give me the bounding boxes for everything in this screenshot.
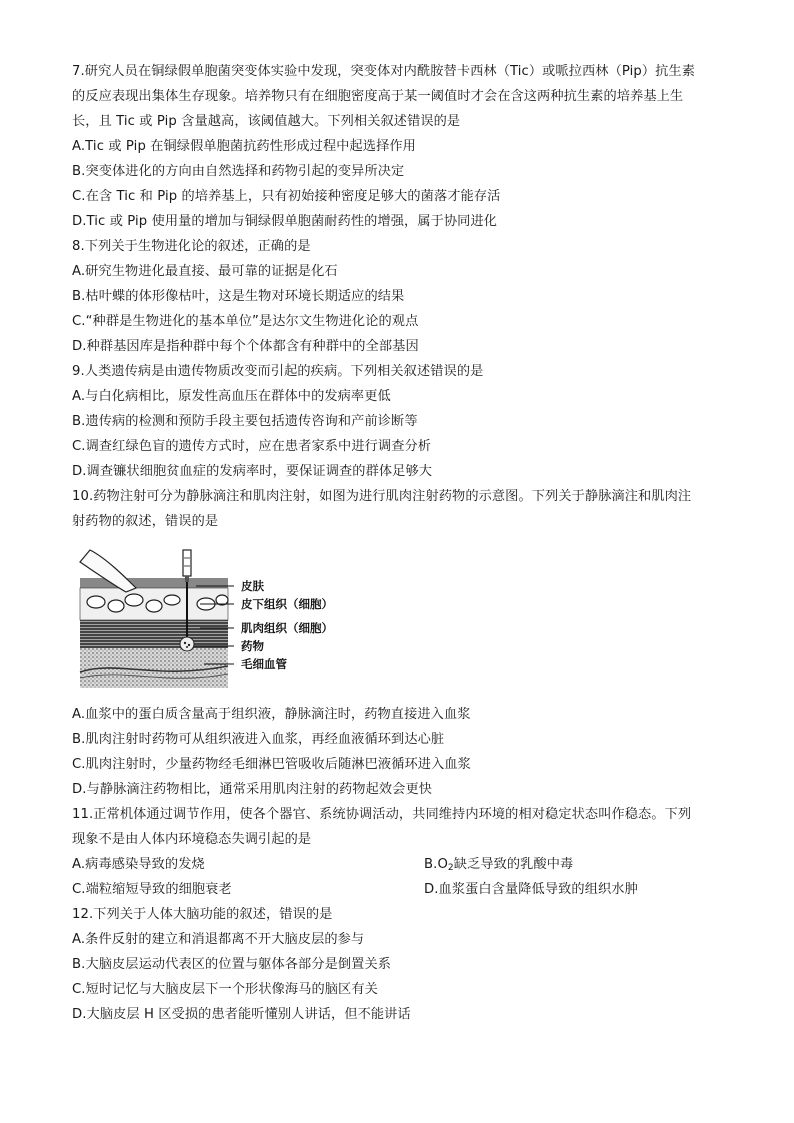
q10-option-d: D.与静脉滴注药物相比，通常采用肌肉注射的药物起效会更快 bbox=[72, 782, 433, 797]
q9-option-b: B.遗传病的检测和预防手段主要包括遗传咨询和产前诊断等 bbox=[72, 414, 418, 429]
q11-option-d: D.血浆蛋白含量降低导致的组织水肿 bbox=[424, 882, 638, 897]
q12-stem: 12.下列关于人体大脑功能的叙述，错误的是 bbox=[72, 907, 333, 922]
q11-option-a: A.病毒感染导致的发烧 bbox=[72, 857, 205, 872]
q11-option-b-text: 缺乏导致的乳酸中毒 bbox=[453, 857, 574, 872]
q8-option-a: A.研究生物进化最直接、最可靠的证据是化石 bbox=[72, 264, 338, 279]
q11-option-b bbox=[424, 855, 573, 878]
q11-option-b-prefix: B.O bbox=[424, 857, 448, 872]
q11-option-c: C.端粒缩短导致的细胞衰老 bbox=[72, 882, 232, 897]
q10-option-b: B.肌肉注射时药物可从组织液进入血浆，再经血液循环到达心脏 bbox=[72, 732, 445, 747]
q11-stem-line-2: 现象不是由人体内环境稳态失调引起的是 bbox=[72, 832, 312, 847]
q9-option-d: D.调查镰状细胞贫血症的发病率时，要保证调查的群体足够大 bbox=[72, 464, 433, 479]
q7-stem-line-2: 的反应表现出集体生存现象。培养物只有在细胞密度高于某一阈值时才会在含这两种抗生素的培养基上生 bbox=[72, 89, 684, 104]
label-capillary: 毛细血管 bbox=[241, 657, 287, 671]
muscle-layer bbox=[80, 620, 228, 648]
q8-stem: 8.下列关于生物进化论的叙述，正确的是 bbox=[72, 239, 311, 254]
q11-option-b-subscript: 2 bbox=[447, 863, 454, 873]
q8-option-d: D.种群基因库是指种群中每个个体都含有种群中的全部基因 bbox=[72, 339, 419, 354]
q12-option-b: B.大脑皮层运动代表区的位置与躯体各部分是倒置关系 bbox=[72, 957, 392, 972]
injection-diagram bbox=[76, 548, 346, 692]
label-drug: 药物 bbox=[241, 639, 264, 653]
q9-stem: 9.人类遗传病是由遗传物质改变而引起的疾病。下列相关叙述错误的是 bbox=[72, 364, 484, 379]
label-skin: 皮肤 bbox=[241, 579, 264, 593]
q7-stem-line-3: 长，且 Tic 或 Pip 含量越高，该阈值越大。下列相关叙述错误的是 bbox=[72, 114, 461, 129]
q9-option-c: C.调查红绿色盲的遗传方式时，应在患者家系中进行调查分析 bbox=[72, 439, 432, 454]
label-subcutaneous: 皮下组织（细胞） bbox=[241, 597, 333, 611]
q9-option-a: A.与白化病相比，原发性高血压在群体中的发病率更低 bbox=[72, 389, 391, 404]
q11-options-row-2 bbox=[72, 880, 732, 900]
q10-stem-line-1: 10.药物注射可分为静脉滴注和肌肉注射，如图为进行肌肉注射药物的示意图。下列关于静脉滴注和肌肉注 bbox=[72, 489, 692, 504]
label-muscle: 肌肉组织（细胞） bbox=[241, 621, 333, 635]
q12-option-a: A.条件反射的建立和消退都离不开大脑皮层的参与 bbox=[72, 932, 365, 947]
q7-option-a: A.Tic 或 Pip 在铜绿假单胞菌抗药性形成过程中起选择作用 bbox=[72, 139, 416, 154]
q12-option-d: D.大脑皮层 H 区受损的患者能听懂别人讲话，但不能讲话 bbox=[72, 1007, 411, 1022]
q10-option-c: C.肌肉注射时，少量药物经毛细淋巴管吸收后随淋巴液循环进入血浆 bbox=[72, 757, 471, 772]
q8-option-c: C.“种群是生物进化的基本单位”是达尔文生物进化论的观点 bbox=[72, 314, 419, 329]
drug-spot bbox=[180, 637, 194, 651]
syringe-icon bbox=[183, 550, 191, 576]
q10-stem-line-2: 射药物的叙述，错误的是 bbox=[72, 514, 219, 529]
q10-option-a: A.血浆中的蛋白质含量高于组织液，静脉滴注时，药物直接进入血浆 bbox=[72, 707, 471, 722]
q11-stem-line-1: 11.正常机体通过调节作用，使各个器官、系统协调活动，共同维持内环境的相对稳定状态叫作稳态。下列 bbox=[72, 807, 692, 822]
q12-option-c: C.短时记忆与大脑皮层下一个形状像海马的脑区有关 bbox=[72, 982, 378, 997]
q11-options-row-1 bbox=[72, 855, 732, 875]
q7-option-b: B.突变体进化的方向由自然选择和药物引起的变异所决定 bbox=[72, 164, 405, 179]
q7-stem-line-1: 7.研究人员在铜绿假单胞菌突变体实验中发现，突变体对内酰胺替卡西林（Tic）或哌拉西林（Pip）抗生素 bbox=[72, 64, 696, 79]
q7-option-d: D.Tic 或 Pip 使用量的增加与铜绿假单胞菌耐药性的增强，属于协同进化 bbox=[72, 214, 498, 229]
q7-option-c: C.在含 Tic 和 Pip 的培养基上，只有初始接种密度足够大的菌落才能存活 bbox=[72, 189, 501, 204]
q8-option-b: B.枯叶蝶的体形像枯叶，这是生物对环境长期适应的结果 bbox=[72, 289, 405, 304]
